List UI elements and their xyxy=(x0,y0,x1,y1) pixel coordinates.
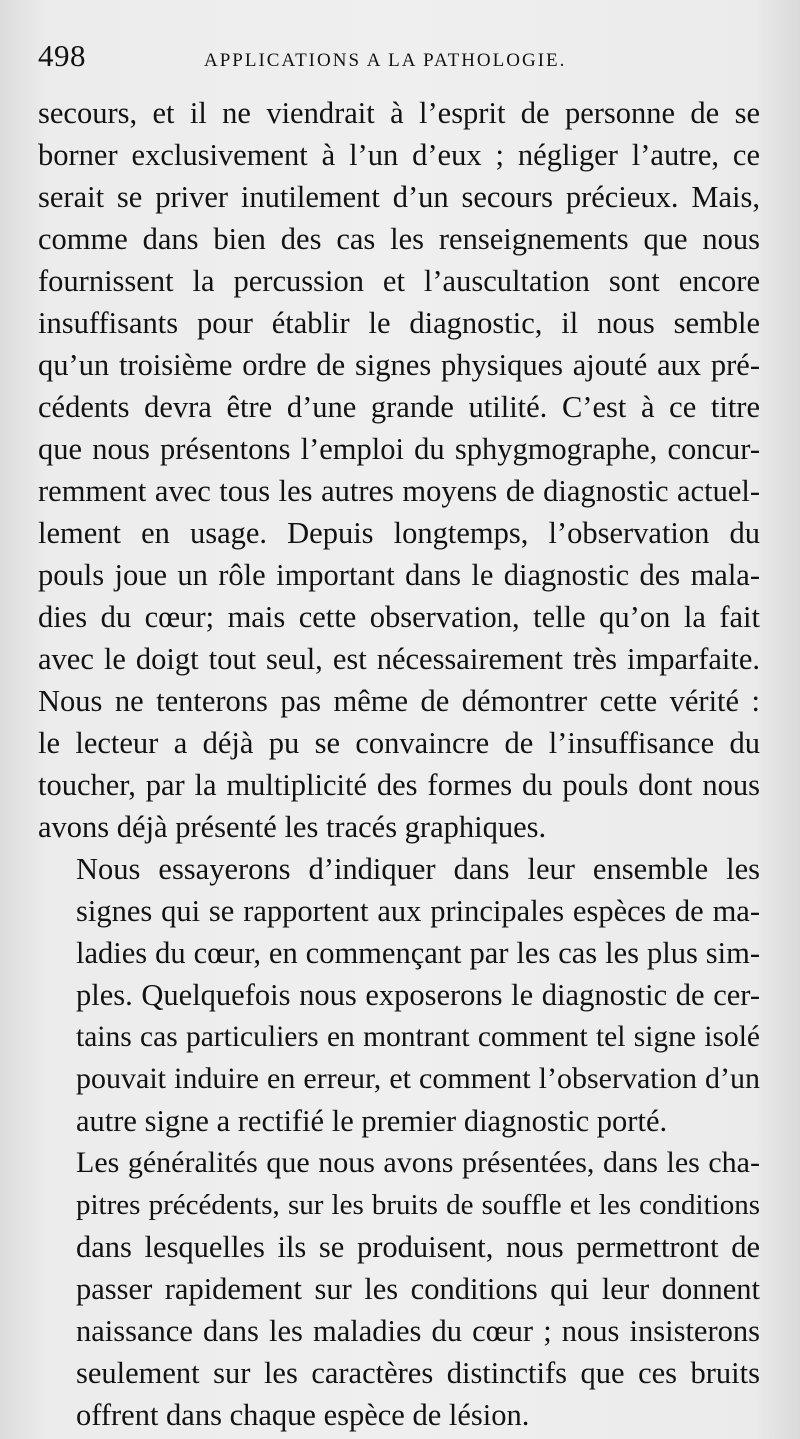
text-line: dies du cœur; mais cette observation, telle qu’on la fait xyxy=(38,600,760,634)
paragraph xyxy=(38,92,760,848)
text-line: pouvait induire en erreur, et comment l’observation d’un xyxy=(76,1062,760,1095)
text-line: passer rapidement sur les conditions qui leur donnent xyxy=(76,1272,760,1306)
text-line: avec le doigt tout seul, est nécessairement très imparfaite. xyxy=(38,642,760,676)
text-line: pouls joue un rôle important dans le diagnostic des mala- xyxy=(38,558,760,592)
text-line: remment avec tous les autres moyens de diagnostic actuel- xyxy=(38,474,760,508)
text-line: ples. Quelquefois nous exposerons le diagnostic de cer- xyxy=(76,978,760,1012)
paragraph xyxy=(38,1142,760,1436)
text-line: qu’un troisième ordre de signes physiques ajouté aux pré- xyxy=(38,348,760,382)
text-line: autre signe a rectifié le premier diagnostic porté. xyxy=(76,1104,668,1138)
page-number: 498 xyxy=(38,38,86,73)
text-line: signes qui se rapportent aux principales espèces de ma- xyxy=(76,894,760,928)
body-text xyxy=(38,92,760,1436)
text-line: le lecteur a déjà pu se convaincre de l’insuffisance du xyxy=(38,726,760,760)
text-line: insuffisants pour établir le diagnostic, il nous semble xyxy=(38,306,760,340)
text-line: secours, et il ne viendrait à l’esprit de personne de se xyxy=(38,96,760,130)
text-line: ladies du cœur, en commençant par les cas les plus sim- xyxy=(76,936,760,970)
text-line: fournissent la percussion et l’auscultation sont encore xyxy=(38,264,760,298)
text-line: naissance dans les maladies du cœur ; nous insisterons xyxy=(76,1314,760,1348)
text-line: toucher, par la multiplicité des formes du pouls dont nous xyxy=(38,768,760,802)
text-line: pitres précédents, sur les bruits de souffle et les conditions xyxy=(76,1189,760,1221)
text-line: lement en usage. Depuis longtemps, l’observation du xyxy=(38,516,760,550)
text-line: cédents devra être d’une grande utilité. C’est à ce titre xyxy=(38,390,760,424)
text-line: dans lesquelles ils se produisent, nous permettront de xyxy=(76,1230,760,1264)
text-line: comme dans bien des cas les renseignements que nous xyxy=(38,222,760,256)
text-line: Les généralités que nous avons présentées, dans les cha- xyxy=(76,1146,760,1179)
text-line: Nous ne tenterons pas même de démontrer cette vérité : xyxy=(38,684,760,718)
paragraph xyxy=(38,848,760,1142)
text-line: serait se priver inutilement d’un secours précieux. Mais, xyxy=(38,180,760,214)
text-line: tains cas particuliers en montrant comment tel signe isolé xyxy=(76,1021,760,1053)
text-line: que nous présentons l’emploi du sphygmographe, concur- xyxy=(38,432,760,466)
text-line: borner exclusivement à l’un d’eux ; négliger l’autre, ce xyxy=(38,138,760,172)
running-title: APPLICATIONS A LA PATHOLOGIE. xyxy=(204,50,567,71)
text-line: seulement sur les caractères distinctifs que ces bruits xyxy=(76,1356,760,1390)
text-line: Nous essayerons d’indiquer dans leur ensemble les xyxy=(76,852,760,886)
text-line: avons déjà présenté les tracés graphiques. xyxy=(38,810,547,844)
running-head xyxy=(38,38,760,78)
text-line: offrent dans chaque espèce de lésion. xyxy=(76,1398,530,1432)
